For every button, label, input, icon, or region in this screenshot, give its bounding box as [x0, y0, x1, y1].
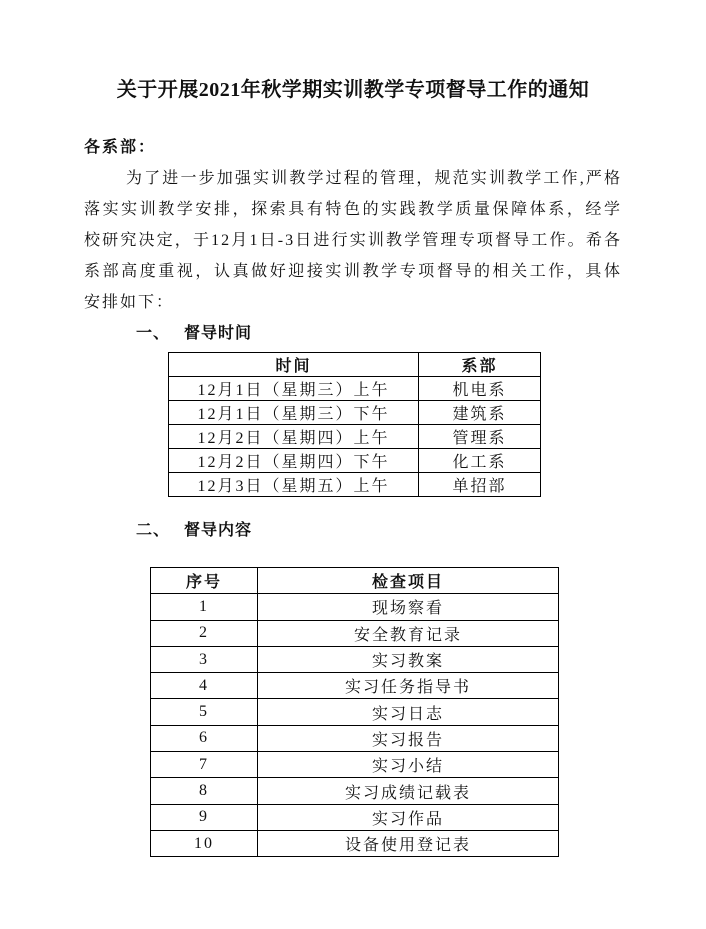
section-2-heading — [136, 519, 622, 543]
section-2-number: 二、 — [136, 522, 171, 539]
table-cell-no: 5 — [151, 699, 258, 725]
table-row — [151, 752, 559, 778]
table-row — [151, 673, 559, 699]
table-cell-item: 实习任务指导书 — [258, 673, 559, 699]
table-row — [151, 830, 559, 856]
table-cell-item: 实习教案 — [258, 646, 559, 672]
table-row — [169, 473, 541, 497]
salutation: 各系部： — [84, 139, 157, 156]
table-cell-no: 9 — [151, 804, 258, 830]
table-cell-dept: 化工系 — [419, 449, 541, 473]
table-cell-item: 实习作品 — [258, 804, 559, 830]
table-cell-time: 12月1日（星期三）下午 — [169, 401, 419, 425]
table-cell-dept: 单招部 — [419, 473, 541, 497]
table-cell-dept: 管理系 — [419, 425, 541, 449]
table-row — [169, 401, 541, 425]
table-cell-item: 实习日志 — [258, 699, 559, 725]
table-cell-no: 4 — [151, 673, 258, 699]
table-cell-dept: 机电系 — [419, 377, 541, 401]
table-row — [151, 699, 559, 725]
table-cell-item: 实习成绩记载表 — [258, 778, 559, 804]
section-2-title: 督导内容 — [184, 522, 253, 539]
table-cell-no: 7 — [151, 752, 258, 778]
table-header-row — [151, 568, 559, 594]
table-cell-time: 12月2日（星期四）上午 — [169, 425, 419, 449]
table-cell-item: 现场察看 — [258, 594, 559, 620]
table-cell-no: 6 — [151, 725, 258, 751]
document-title: 关于开展2021年秋学期实训教学专项督导工作的通知 — [116, 79, 590, 101]
table-cell-time: 12月3日（星期五）上午 — [169, 473, 419, 497]
section-1-title: 督导时间 — [184, 325, 253, 342]
table-cell-no: 3 — [151, 646, 258, 672]
header-cell-no: 序号 — [151, 568, 258, 594]
header-cell-time: 时间 — [169, 353, 419, 377]
table-row — [169, 449, 541, 473]
table-cell-no: 8 — [151, 778, 258, 804]
table-cell-item: 实习小结 — [258, 752, 559, 778]
table-cell-no: 1 — [151, 594, 258, 620]
table-cell-time: 12月2日（星期四）下午 — [169, 449, 419, 473]
table-cell-no: 10 — [151, 830, 258, 856]
table-row — [151, 620, 559, 646]
table-cell-item: 实习报告 — [258, 725, 559, 751]
header-cell-item: 检查项目 — [258, 568, 559, 594]
table-cell-no: 2 — [151, 620, 258, 646]
table-row — [169, 425, 541, 449]
table-row — [151, 594, 559, 620]
table-row — [151, 725, 559, 751]
table-row — [151, 646, 559, 672]
header-cell-dept: 系部 — [419, 353, 541, 377]
table-cell-dept: 建筑系 — [419, 401, 541, 425]
table-row — [151, 778, 559, 804]
table-cell-item: 设备使用登记表 — [258, 830, 559, 856]
table-row — [151, 804, 559, 830]
section-1-heading — [136, 322, 622, 346]
table-header-row — [169, 353, 541, 377]
section-1-number: 一、 — [136, 325, 171, 342]
table-cell-item: 安全教育记录 — [258, 620, 559, 646]
supervision-time-table — [168, 352, 541, 497]
table-cell-time: 12月1日（星期三）上午 — [169, 377, 419, 401]
supervision-content-table — [150, 567, 559, 857]
body-paragraph: 为了进一步加强实训教学过程的管理，规范实训教学工作,严格落实实训教学安排，探索具有特色的实践教学质量保障体系，经学校研究决定，于12月1日-3日进行实训教学管理专项督导工作。希各系部高度重视，认真做好迎接实训教学专项督导的相关工作，具体安排如下： — [84, 170, 622, 311]
table-row — [169, 377, 541, 401]
